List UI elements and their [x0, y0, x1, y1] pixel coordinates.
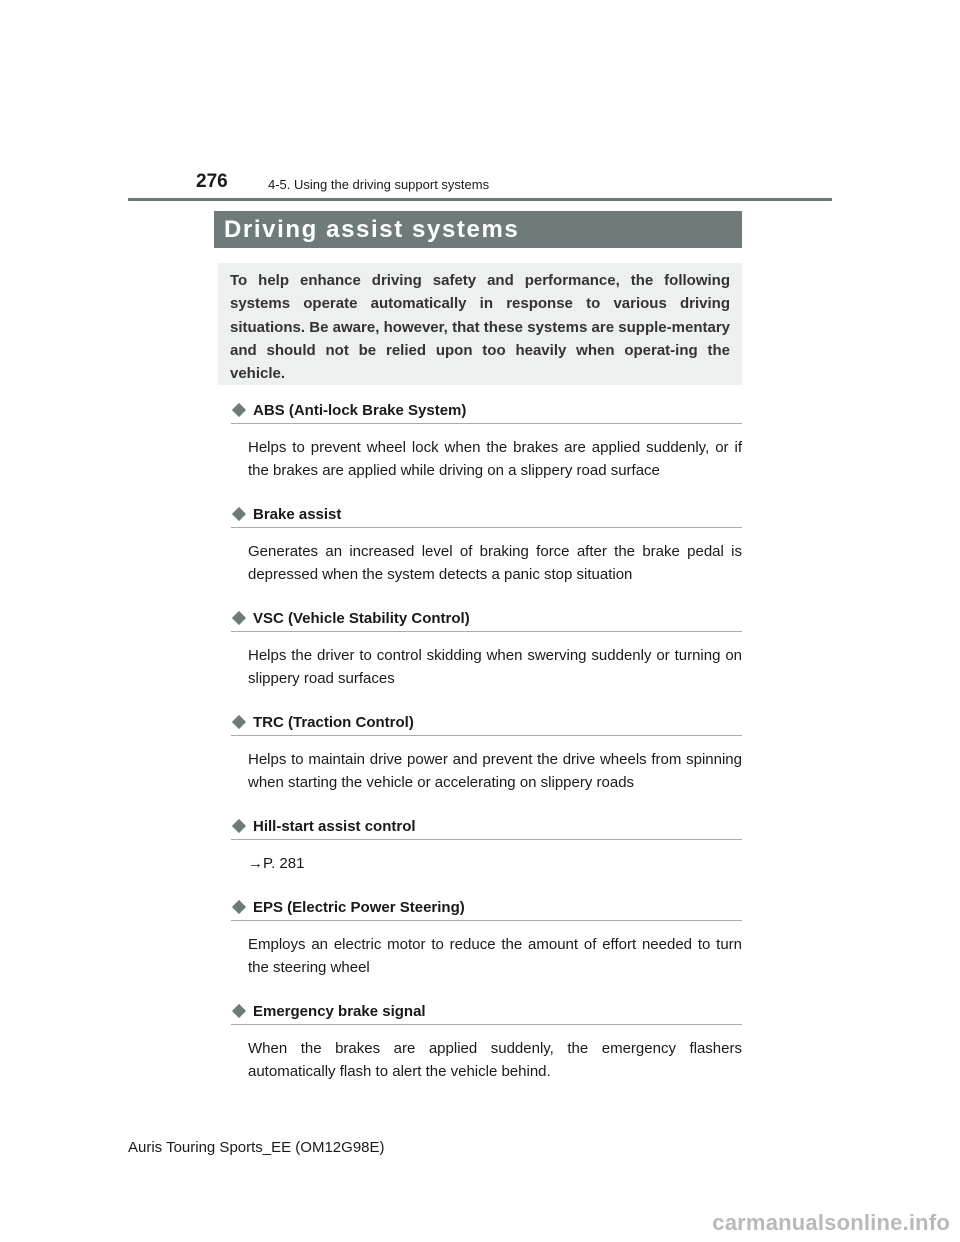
item-description: Helps to prevent wheel lock when the brakes are applied suddenly, or if the brakes are applied while driving on a slippery road surface: [248, 439, 742, 479]
page-reference-link[interactable]: →P. 281: [248, 855, 305, 872]
item-heading: [231, 607, 742, 632]
page-number: 276: [196, 171, 228, 192]
intro-text: To help enhance driving safety and performance, the following systems operate automatically in response to various driving situations. Be aware, however, that these systems are supple-mentary and should not be relied upon too heavily when operat-ing the vehicle.: [230, 272, 730, 383]
item-description: Helps to maintain drive power and prevent the drive wheels from spinning when starting the vehicle or accelerating on slippery roads: [248, 751, 742, 791]
list-item: [231, 399, 742, 482]
diamond-bullet-icon: [232, 611, 246, 625]
diamond-bullet-icon: [232, 900, 246, 914]
item-description: When the brakes are applied suddenly, the emergency flashers automatically flash to alert the vehicle behind.: [248, 1040, 742, 1080]
diamond-bullet-icon: [232, 1004, 246, 1018]
header-divider: [128, 198, 832, 201]
footer-model-code: Auris Touring Sports_EE (OM12G98E): [128, 1139, 385, 1156]
item-heading: [231, 896, 742, 921]
item-title: Emergency brake signal: [253, 1002, 426, 1020]
item-description: Employs an electric motor to reduce the amount of effort needed to turn the steering wheel: [248, 936, 742, 976]
list-item: [231, 1000, 742, 1083]
diamond-bullet-icon: [232, 507, 246, 521]
item-title: ABS (Anti-lock Brake System): [253, 401, 467, 419]
intro-box: [218, 263, 742, 385]
item-title: TRC (Traction Control): [253, 713, 414, 731]
watermark: carmanualsonline.info: [712, 1210, 950, 1235]
page-title: Driving assist systems: [214, 211, 742, 248]
item-heading: [231, 1000, 742, 1025]
item-title: Brake assist: [253, 505, 342, 523]
item-heading: [231, 711, 742, 736]
item-description: Generates an increased level of braking force after the brake pedal is depressed when the system detects a panic stop situation: [248, 543, 742, 583]
list-item: [231, 711, 742, 794]
section-breadcrumb: 4-5. Using the driving support systems: [268, 177, 490, 192]
list-item: [231, 503, 742, 586]
list-item: [231, 607, 742, 690]
feature-list: [231, 399, 742, 1104]
diamond-bullet-icon: [232, 715, 246, 729]
item-heading: [231, 399, 742, 424]
list-item: [231, 815, 742, 875]
diamond-bullet-icon: [232, 403, 246, 417]
item-description: Helps the driver to control skidding when swerving suddenly or turning on slippery road surfaces: [248, 647, 742, 687]
list-item: [231, 896, 742, 979]
item-title: Hill-start assist control: [253, 817, 416, 835]
item-title: VSC (Vehicle Stability Control): [253, 609, 470, 627]
item-heading: [231, 503, 742, 528]
item-heading: [231, 815, 742, 840]
item-title: EPS (Electric Power Steering): [253, 898, 465, 916]
diamond-bullet-icon: [232, 819, 246, 833]
